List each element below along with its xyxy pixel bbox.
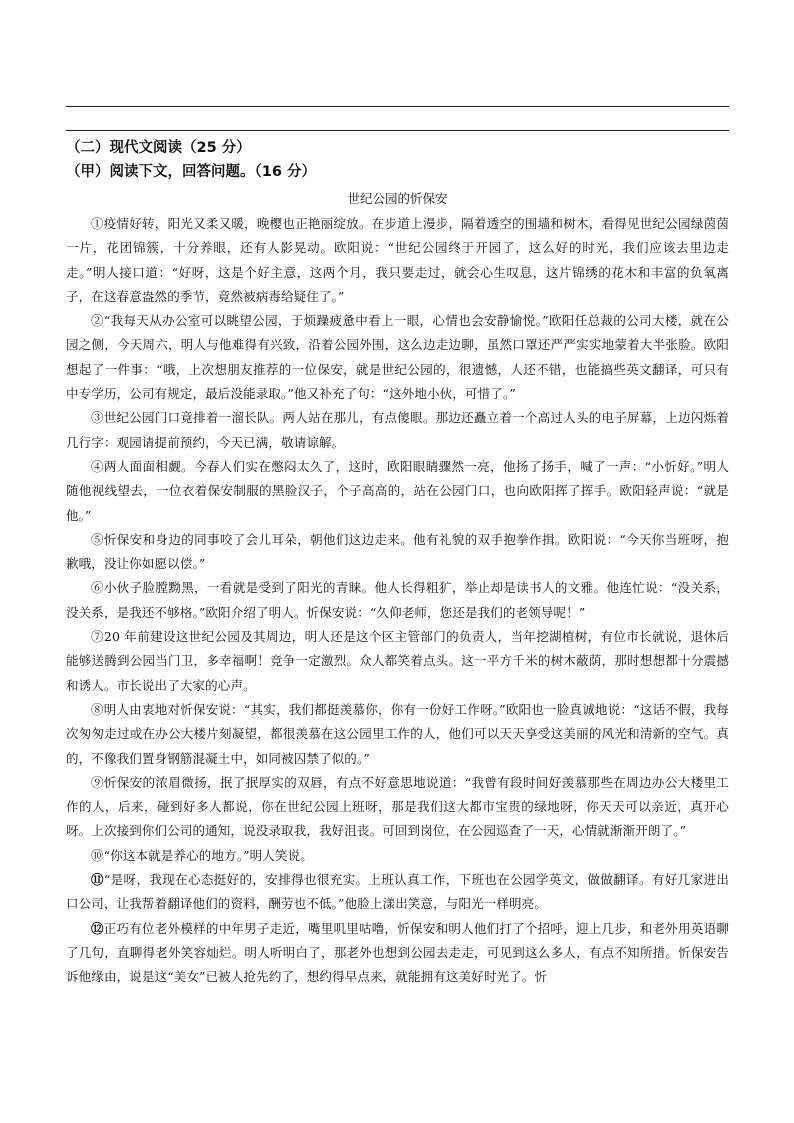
article-title: 世纪公园的忻保安 (347, 191, 448, 206)
paragraph-number: ④ (91, 458, 104, 474)
paragraph-text: “你这本就是养心的地方。”明人笑说。 (103, 847, 313, 863)
paragraph-4 (66, 455, 729, 528)
paragraph-text: 忻保安的浓眉微扬，抿了抿厚实的双唇，有点不好意思地说道：“我曾有段时间好羡慕那些在周边办公大楼里工作的人，后来，碰到好多人都说，你在世纪公园上班呀，那是我们这大都市宝贵的绿地呀，你天天可以亲近，真开心呀。上次接到你们公司的通知，说没录取我，我好沮丧。可回到岗位，在公园巡查了一天，心情就渐渐开朗了。” (66, 774, 729, 839)
paragraph-number: ① (91, 216, 104, 231)
paragraph-number: ⑩ (91, 847, 104, 863)
paragraph-text: 两人面面相觑。今春人们实在憋闷太久了，这时，欧阳眼睛骤然一亮，他扬了扬手，喊了一声：“小忻好。”明人随他视线望去，一位衣着保安制服的黑脸汉子，个子高高的，站在公园门口，也向欧阳挥了挥手。欧阳轻声说：“就是他。” (66, 458, 729, 523)
paragraph-number: ⑥ (91, 580, 104, 596)
paragraph-text: 忻保安和身边的同事咬了会儿耳朵，朝他们这边走来。他有礼貌的双手抱拳作揖。欧阳说：“今天你当班呀，抱歉哦，没让你如愿以偿。” (66, 531, 729, 572)
paragraph-3 (66, 406, 729, 455)
paragraph-text: 20 年前建设这世纪公园及其周边，明人还是这个区主管部门的负责人，当年挖湖植树，有位市长就说，退休后能够送腾到公园当门卫，多幸福啊！竞争一定激烈。众人都笑着点头。这一平方千米的树木蔽荫，那时想想都十分震撼和诱人。市长说出了大家的心声。 (66, 629, 729, 693)
sub-title: （甲）阅读下文，回答问题。（16 分） (66, 164, 316, 180)
paragraph-7 (66, 625, 729, 698)
header-rule-top (66, 106, 729, 107)
paragraph-5 (66, 528, 729, 577)
paragraph-11 (66, 868, 729, 917)
section-title: （二）现代文阅读（25 分） (66, 140, 251, 156)
article-paragraphs (66, 212, 729, 990)
paragraph-number: ⑦ (91, 629, 104, 645)
paragraph-number: ⑧ (91, 701, 104, 717)
paragraph-8 (66, 698, 729, 771)
paragraph-text: 疫情好转，阳光又柔又暖，晚樱也正艳丽绽放。在步道上漫步，隔着透空的围墙和树木，看得见世纪公园绿茵茵一片，花团锦簇，十分养眼，还有人影晃动。欧阳说：“世纪公园终于开园了，这么好的时光，我们应该去里边走走。”明人接口道：“好呀，这是个好主意，这两个月，我只要走过，就会心生叹息，这片锦绣的花木和丰富的负氧离子，在这春意盎然的季节，竟然被病毒给疑住了。” (66, 216, 729, 304)
paragraph-9 (66, 771, 729, 844)
document-body (66, 136, 729, 990)
paragraph-number: ⑫ (91, 920, 104, 936)
paragraph-10 (66, 844, 729, 868)
paragraph-6 (66, 576, 729, 625)
paragraph-number: ⑨ (91, 774, 104, 790)
paragraph-text: 正巧有位老外模样的中年男子走近，嘴里叽里咕噜，忻保安和明人他们打了个招呼，迎上几步，和老外用英语聊了几句，直聊得老外笑容灿烂。明人听明白了，那老外也想到公园去走走，可见到这么多人，有点不知所措。忻保安告诉他缘由，说是这“美女”已被人抢先约了，想约得早点来，就能拥有这美好时光了。忻 (66, 920, 729, 985)
paragraph-text: 小伙子脸膛黝黑，一看就是受到了阳光的青睐。他人长得粗犷，举止却是读书人的文雅。他连忙说：“没关系，没关系，是我还不够格。”欧阳介绍了明人。忻保安说：“久仰老师，您还是我们的老领导呢！” (66, 580, 729, 620)
paragraph-1 (66, 212, 729, 309)
paragraph-text: “是呀，我现在心态挺好的，安排得也很充实。上班认真工作，下班也在公园学英文，做做翻译。有好几家进出口公司，让我帮着翻译他们的资料，酬劳也不低。”他脸上漾出笑意，与阳光一样明亮。 (66, 872, 729, 912)
paragraph-number: ③ (91, 410, 104, 426)
paragraph-text: 世纪公园门口竟排着一溜长队。两人站在那儿，有点傻眼。那边还矗立着一个高过人头的电子屏幕，上边闪烁着几行字：观园请提前预约，今天已满，敬请谅解。 (66, 410, 729, 450)
paragraph-number: ⑤ (91, 531, 104, 547)
paragraph-2 (66, 309, 729, 406)
header-rule-bottom (66, 130, 729, 131)
paragraph-text: 明人由衷地对忻保安说：“其实，我们都挺羡慕你，你有一份好工作呀。”欧阳也一脸真诚地说：“这话不假，我每次匆匆走过或在办公大楼片刻凝望，都很羡慕在这公园里工作的人，他们可以天天享受这美丽的风光和清新的空气。真的，不像我们置身钢筋混凝土中，如同被囚禁了似的。” (66, 701, 729, 766)
paragraph-number: ② (91, 313, 104, 329)
paragraph-12 (66, 917, 729, 990)
paragraph-text: “我每天从办公室可以眺望公园，于烦躁疲惫中看上一眼，心情也会安静愉悦。”欧阳任总裁的公司大楼，就在公园之侧，今天周六，明人与他难得有兴致，沿着公园外围，这么边走边聊，虽然口罩还严严实实地蒙着大半张脸。欧阳想起了一件事：“哦，上次想朋友推荐的一位保安，就是世纪公园的，很遗憾，人还不错，也能搞些英文翻译，可只有中专学历，公司有规定，最后没能录取。”他又补充了句：“这外地小伙，可惜了。” (66, 313, 729, 402)
paragraph-number: ⑪ (91, 872, 104, 888)
